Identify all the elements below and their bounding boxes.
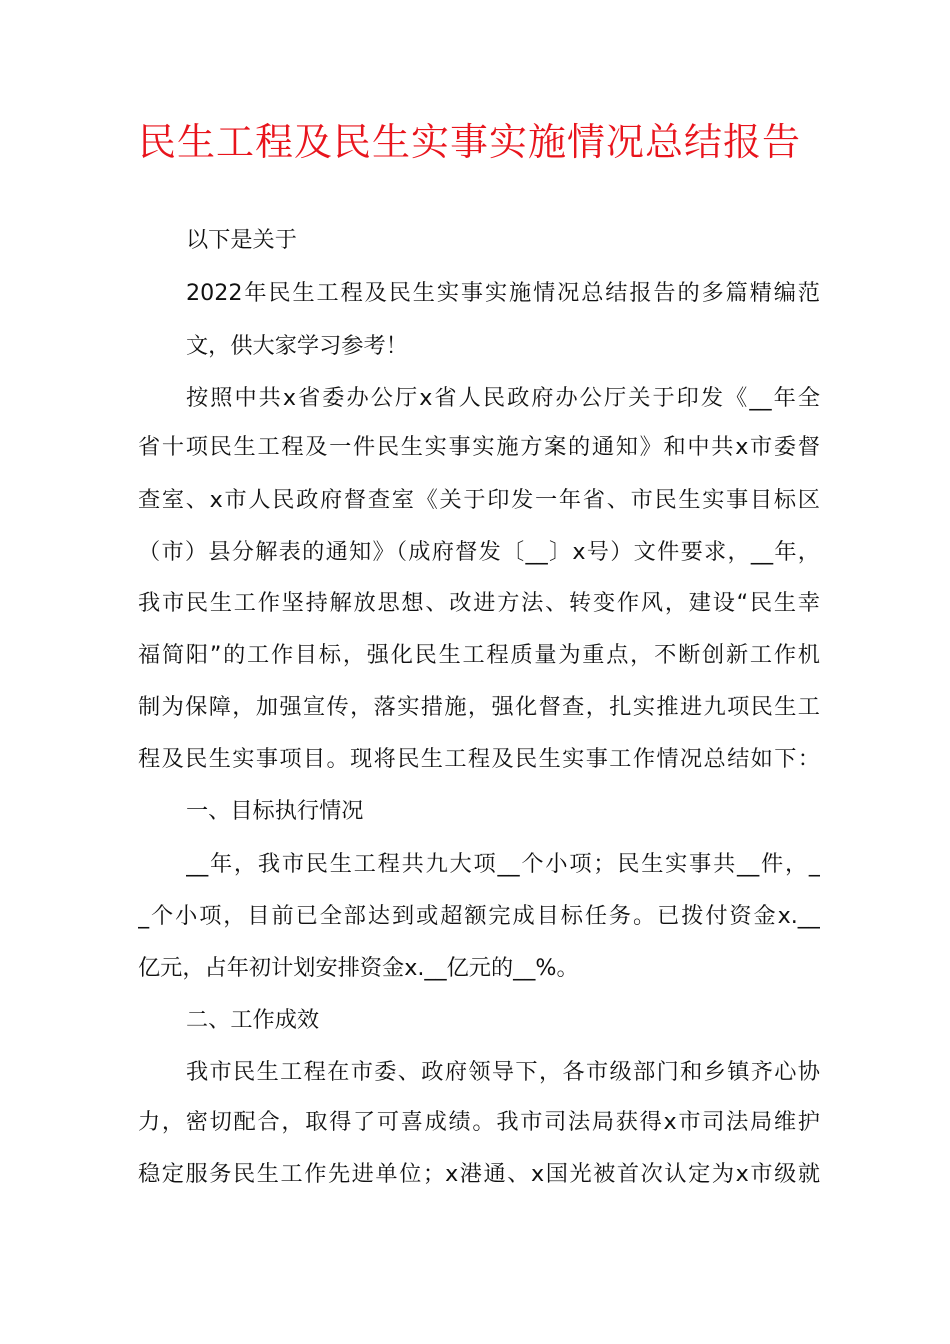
text-line: 省十项民生工程及一件民生实事实施方案的通知》和中共x市委督 <box>138 434 820 460</box>
text-line: _个小项，目前已全部达到或超额完成目标任务。已拨付资金x.__ <box>138 903 820 929</box>
text-line: 稳定服务民生工作先进单位；x港通、x国光被首次认定为x市级就 <box>138 1161 820 1187</box>
text-line: 制为保障，加强宣传，落实措施，强化督查，扎实推进九项民生工 <box>138 694 820 720</box>
section-heading: 一、目标执行情况 <box>186 798 364 824</box>
text-line: __年，我市民生工程共九大项__个小项；民生实事共__件，_ <box>186 851 820 877</box>
section-heading: 二、工作成效 <box>186 1007 320 1033</box>
text-line: 我市民生工程在市委、政府领导下，各市级部门和乡镇齐心协 <box>186 1059 820 1085</box>
text-line: 力，密切配合，取得了可喜成绩。我市司法局获得x市司法局维护 <box>138 1109 820 1135</box>
text-line: 查室、x市人民政府督查室《关于印发一年省、市民生实事目标区 <box>138 487 820 513</box>
text-line: 程及民生实事项目。现将民生工程及民生实事工作情况总结如下： <box>138 746 820 772</box>
text-line: 亿元，占年初计划安排资金x.__亿元的__%。 <box>138 955 579 981</box>
text-line: 文，供大家学习参考！ <box>186 333 408 359</box>
text-line: 福简阳”的工作目标，强化民生工程质量为重点，不断创新工作机 <box>138 642 820 668</box>
text-line: 按照中共x省委办公厅x省人民政府办公厅关于印发《__年全 <box>186 385 820 411</box>
text-line: 2022年民生工程及民生实事实施情况总结报告的多篇精编范 <box>186 280 820 306</box>
text-line: 以下是关于 <box>186 227 297 253</box>
text-line: （市）县分解表的通知》（成府督发〔__〕x号）文件要求，__年， <box>138 539 820 565</box>
text-line: 我市民生工作坚持解放思想、改进方法、转变作风，建设“民生幸 <box>138 590 820 616</box>
document-title: 民生工程及民生实事实施情况总结报告 <box>138 120 802 164</box>
